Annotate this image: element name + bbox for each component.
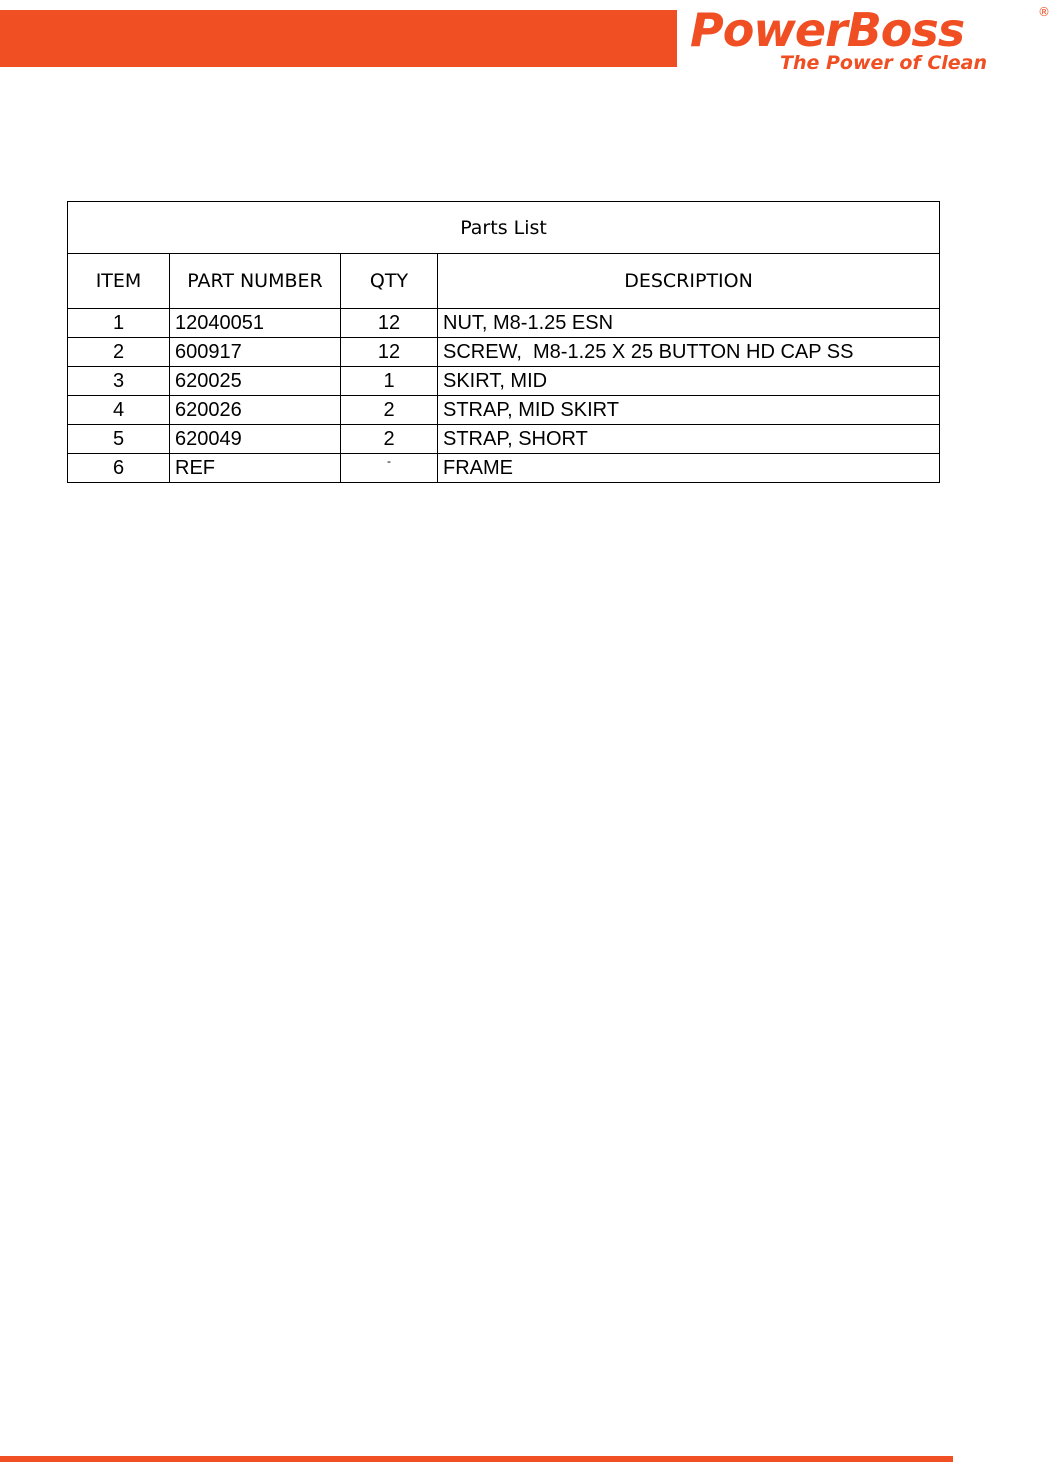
header-item: ITEM [68,254,170,309]
cell-part-number: REF [170,454,341,483]
table-row [68,454,940,483]
cell-part-number: 600917 [170,338,341,367]
cell-item: 1 [68,309,170,338]
cell-qty: 2 [341,425,438,454]
powerboss-logo [690,4,1050,76]
footer-color-bar [0,1456,953,1462]
cell-qty: 12 [341,338,438,367]
cell-qty: - [341,454,438,483]
cell-part-number: 620025 [170,367,341,396]
table-header-row [68,254,940,309]
parts-list-title: Parts List [68,202,940,254]
logo-brand-name: PowerBoss [690,3,965,57]
header-description: DESCRIPTION [438,254,940,309]
cell-part-number: 12040051 [170,309,341,338]
cell-part-number: 620049 [170,425,341,454]
cell-item: 2 [68,338,170,367]
cell-part-number: 620026 [170,396,341,425]
header-qty: QTY [341,254,438,309]
header-part-number: PART NUMBER [170,254,341,309]
cell-item: 5 [68,425,170,454]
table-row [68,309,940,338]
table-row [68,338,940,367]
cell-description: NUT, M8-1.25 ESN [438,309,940,338]
cell-description: SCREW, M8-1.25 X 25 BUTTON HD CAP SS [438,338,940,367]
table-row [68,367,940,396]
cell-description: SKIRT, MID [438,367,940,396]
parts-list-table [67,201,940,483]
cell-item: 3 [68,367,170,396]
cell-qty: 12 [341,309,438,338]
logo-tagline: The Power of Clean [780,52,988,74]
cell-item: 6 [68,454,170,483]
cell-description: FRAME [438,454,940,483]
cell-item: 4 [68,396,170,425]
cell-description: STRAP, SHORT [438,425,940,454]
cell-qty: 1 [341,367,438,396]
cell-description: STRAP, MID SKIRT [438,396,940,425]
logo-registered-mark: ® [1038,5,1050,19]
table-title-row [68,202,940,254]
table-row [68,425,940,454]
header-color-bar [0,10,677,67]
cell-qty: 2 [341,396,438,425]
table-row [68,396,940,425]
